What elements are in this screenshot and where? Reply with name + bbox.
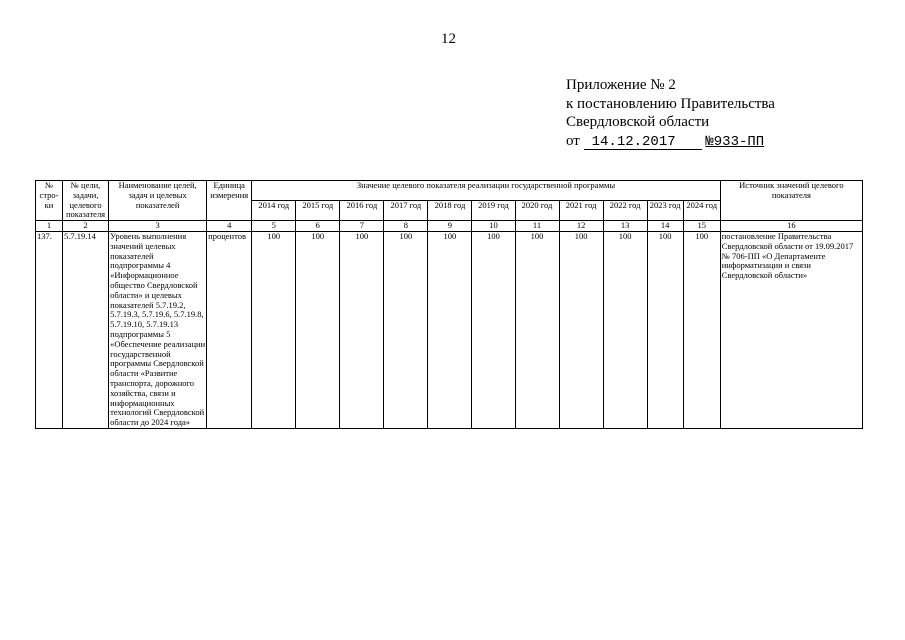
header-year: 2017 год — [384, 201, 428, 221]
column-number: 6 — [296, 221, 340, 232]
header-year: 2015 год — [296, 201, 340, 221]
appendix-header — [566, 76, 775, 151]
column-number-row — [36, 221, 863, 232]
header-goal-no: № цели, задачи, целевого показателя — [63, 181, 109, 221]
header-year: 2021 год — [559, 201, 603, 221]
column-number: 16 — [720, 221, 862, 232]
cell-value: 100 — [428, 231, 472, 428]
cell-value: 100 — [384, 231, 428, 428]
header-name: Наименование целей, задач и целевых показателей — [109, 181, 207, 221]
column-number: 3 — [109, 221, 207, 232]
cell-value: 100 — [296, 231, 340, 428]
decree-date: 14.12.2017 — [584, 135, 702, 150]
header-year: 2018 год — [428, 201, 472, 221]
column-number: 5 — [252, 221, 296, 232]
cell-name: Уровень выполнения значений целевых показателей подпрограммы 4 «Информационное общество Свердловской области» и целевых показателей 5.7.19.2, 5.7.19.3, 5.7.19.6, 5.7.19.8, 5.7.19.10, 5.7.19.13 подпрограммы 5 «Обеспечение реализации государственной программы Свердловской области «Развитие транспорта, дорожного хозяйства, связи и информационных технологий Свердловской области до 2024 года» — [110, 231, 206, 428]
column-number: 7 — [340, 221, 384, 232]
column-number: 2 — [63, 221, 109, 232]
header-year: 2020 год — [515, 201, 559, 221]
decree-number: №933-ПП — [705, 133, 765, 150]
column-number: 15 — [683, 221, 720, 232]
column-number: 4 — [207, 221, 252, 232]
cell-value: 100 — [515, 231, 559, 428]
header-year: 2019 год — [472, 201, 515, 221]
date-prefix: от — [566, 132, 580, 149]
appendix-date-line — [566, 132, 775, 152]
header-row — [36, 181, 863, 201]
appendix-title: Приложение № 2 — [566, 77, 676, 93]
column-number: 1 — [36, 221, 63, 232]
cell-row-no: 137. — [36, 231, 63, 428]
cell-value: 100 — [252, 231, 296, 428]
cell-value: 100 — [472, 231, 515, 428]
cell-value: 100 — [340, 231, 384, 428]
column-number: 8 — [384, 221, 428, 232]
header-row-no: № стро-ки — [36, 181, 63, 221]
header-year: 2016 год — [340, 201, 384, 221]
cell-value: 100 — [647, 231, 683, 428]
cell-source: постановление Правительства Свердловской области от 19.09.2017 № 706-ПП «О Департаменте информатизации и связи Свердловской области» — [720, 231, 862, 428]
cell-value: 100 — [559, 231, 603, 428]
cell-value: 100 — [683, 231, 720, 428]
header-source: Источник значений целевого показателя — [720, 181, 862, 221]
column-number: 12 — [559, 221, 603, 232]
page-number: 12 — [441, 31, 456, 47]
indicators-table — [35, 180, 863, 429]
cell-value: 100 — [603, 231, 647, 428]
header-unit: Единица измерения — [207, 181, 252, 221]
column-number: 9 — [428, 221, 472, 232]
appendix-decree-line: к постановлению Правительства — [566, 95, 775, 112]
header-year: 2023 год — [647, 201, 683, 221]
header-values-group: Значение целевого показателя реализации государственной программы — [252, 181, 721, 201]
cell-unit: процентов — [207, 231, 252, 428]
table-row — [36, 231, 863, 428]
column-number: 10 — [472, 221, 515, 232]
appendix-region-line: Свердловской области — [566, 114, 710, 130]
header-year: 2014 год — [252, 201, 296, 221]
header-year: 2022 год — [603, 201, 647, 221]
header-year: 2024 год — [683, 201, 720, 221]
column-number: 11 — [515, 221, 559, 232]
cell-goal-no: 5.7.19.14 — [63, 231, 109, 428]
column-number: 14 — [647, 221, 683, 232]
column-number: 13 — [603, 221, 647, 232]
